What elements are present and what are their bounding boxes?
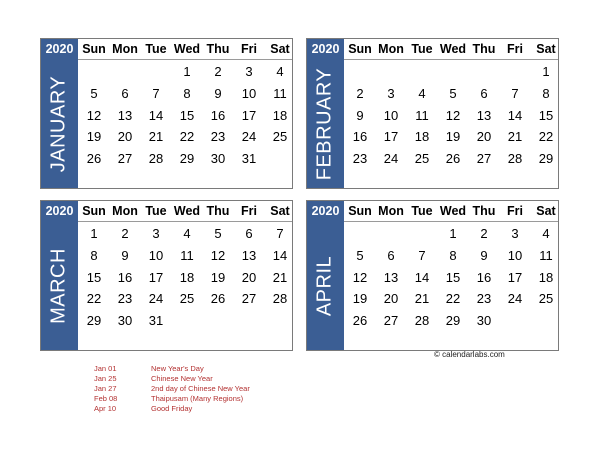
day-cell: 23	[117, 291, 133, 307]
day-cell: 19	[352, 291, 368, 307]
day-cell: 24	[148, 291, 164, 307]
day-cell: 14	[272, 247, 288, 263]
month-january	[40, 38, 293, 189]
month-name: JANUARY	[47, 75, 70, 173]
day-cell: 10	[148, 247, 164, 263]
day-cell: 13	[383, 269, 399, 285]
day-cell: 21	[414, 291, 430, 307]
day-cell: 22	[538, 129, 554, 145]
day-cell: 29	[179, 151, 195, 167]
day-cell: 26	[86, 151, 102, 167]
day-cell: 5	[90, 85, 98, 101]
day-cell: 6	[480, 85, 488, 101]
weekday-sun: Sun	[82, 204, 106, 218]
day-cell: 22	[445, 291, 461, 307]
day-cell: 3	[152, 226, 160, 241]
day-cell: 13	[241, 247, 257, 263]
day-cell: 5	[449, 85, 457, 101]
month-band	[41, 221, 78, 350]
weekday-sun: Sun	[82, 42, 106, 56]
day-cell: 20	[117, 129, 133, 145]
day-cell: 28	[272, 291, 288, 307]
day-cell: 30	[476, 313, 492, 329]
day-cell: 10	[507, 247, 523, 263]
day-cell: 17	[148, 269, 164, 285]
day-cell: 28	[507, 151, 523, 167]
day-cell: 23	[210, 129, 226, 145]
day-cell: 30	[210, 151, 226, 167]
day-cell: 4	[183, 226, 191, 241]
weekday-tue: Tue	[411, 42, 433, 56]
day-cell: 29	[445, 313, 461, 329]
day-cell: 12	[352, 269, 368, 285]
holiday-name: Thaipusam (Many Regions)	[151, 394, 244, 403]
weekday-thu: Thu	[206, 204, 230, 218]
day-cell: 18	[538, 269, 554, 285]
day-cell: 14	[148, 107, 164, 123]
day-cell: 26	[352, 313, 368, 329]
weekday-thu: Thu	[206, 42, 230, 56]
day-cell: 7	[511, 85, 519, 101]
day-cell: 11	[415, 107, 429, 123]
day-cell: 21	[148, 129, 164, 145]
day-cell: 16	[210, 107, 226, 123]
weekday-sat: Sat	[270, 204, 290, 218]
day-cell: 1	[542, 64, 550, 79]
day-cell: 9	[480, 247, 488, 263]
day-cell: 8	[542, 85, 550, 101]
weekday-sat: Sat	[536, 42, 556, 56]
day-cell: 25	[414, 151, 430, 167]
weekday-mon: Mon	[112, 42, 138, 56]
holiday-date: Apr 10	[94, 404, 117, 413]
day-cell: 2	[214, 64, 222, 79]
month-name: APRIL	[313, 255, 336, 317]
year-label: 2020	[307, 39, 344, 59]
day-cell: 11	[180, 247, 194, 263]
weekday-thu: Thu	[472, 204, 496, 218]
month-band	[307, 221, 344, 350]
day-cell: 6	[121, 85, 129, 101]
day-cell: 8	[449, 247, 457, 263]
month-band	[307, 59, 344, 188]
year-label: 2020	[41, 39, 78, 59]
holiday-item	[94, 404, 192, 413]
day-cell: 25	[538, 291, 554, 307]
weekday-sat: Sat	[270, 42, 290, 56]
day-cell: 4	[418, 85, 426, 101]
holiday-item	[94, 364, 204, 373]
day-cell: 18	[179, 269, 195, 285]
day-cell: 15	[445, 269, 461, 285]
day-cell: 18	[414, 129, 430, 145]
weekday-tue: Tue	[145, 204, 167, 218]
weekday-wed: Wed	[173, 204, 201, 218]
day-cell: 14	[507, 107, 523, 123]
weekday-fri: Fri	[241, 42, 257, 56]
day-cell: 31	[241, 151, 257, 167]
day-cell: 17	[507, 269, 523, 285]
day-cell: 29	[86, 313, 102, 329]
day-cell: 2	[480, 226, 488, 241]
weekday-wed: Wed	[439, 204, 467, 218]
day-cell: 9	[214, 85, 222, 101]
weekday-fri: Fri	[507, 42, 523, 56]
day-cell: 17	[241, 107, 257, 123]
day-cell: 19	[210, 269, 226, 285]
month-february	[306, 38, 559, 189]
day-cell: 18	[272, 107, 288, 123]
day-cell: 26	[210, 291, 226, 307]
year-label: 2020	[41, 201, 78, 221]
copyright-credit: © calendarlabs.com	[434, 350, 505, 359]
day-cell: 25	[179, 291, 195, 307]
month-april	[306, 200, 559, 351]
day-cell: 7	[276, 226, 284, 241]
day-cell: 9	[121, 247, 129, 263]
holiday-item	[94, 374, 213, 383]
day-cell: 16	[476, 269, 492, 285]
day-cell: 16	[117, 269, 133, 285]
day-cell: 25	[272, 129, 288, 145]
day-cell: 2	[121, 226, 129, 241]
weekday-wed: Wed	[439, 42, 467, 56]
day-cell: 1	[183, 64, 191, 79]
day-cell: 8	[183, 85, 191, 101]
day-cell: 30	[117, 313, 133, 329]
day-cell: 5	[214, 226, 222, 241]
day-cell: 15	[179, 107, 195, 123]
day-cell: 21	[272, 269, 288, 285]
day-cell: 7	[418, 247, 426, 263]
day-cell: 3	[511, 226, 519, 241]
day-cell: 7	[152, 85, 160, 101]
day-cell: 27	[476, 151, 492, 167]
month-march	[40, 200, 293, 351]
day-cell: 24	[241, 129, 257, 145]
day-cell: 24	[507, 291, 523, 307]
holiday-date: Jan 27	[94, 384, 117, 393]
day-cell: 21	[507, 129, 523, 145]
day-cell: 20	[476, 129, 492, 145]
day-cell: 29	[538, 151, 554, 167]
day-cell: 10	[383, 107, 399, 123]
holiday-item	[94, 384, 250, 393]
day-cell: 27	[383, 313, 399, 329]
day-cell: 28	[148, 151, 164, 167]
day-cell: 19	[445, 129, 461, 145]
day-cell: 27	[117, 151, 133, 167]
day-cell: 8	[90, 247, 98, 263]
day-cell: 6	[387, 247, 395, 263]
day-cell: 9	[356, 107, 364, 123]
day-cell: 19	[86, 129, 102, 145]
holiday-date: Jan 25	[94, 374, 117, 383]
weekday-tue: Tue	[411, 204, 433, 218]
day-cell: 12	[445, 107, 461, 123]
weekday-mon: Mon	[112, 204, 138, 218]
weekday-header	[344, 201, 558, 222]
holiday-name: 2nd day of Chinese New Year	[151, 384, 250, 393]
day-cell: 13	[476, 107, 492, 123]
day-cell: 23	[352, 151, 368, 167]
month-name: MARCH	[47, 248, 70, 324]
day-cell: 11	[273, 85, 287, 101]
weekday-sun: Sun	[348, 204, 372, 218]
day-cell: 24	[383, 151, 399, 167]
day-cell: 17	[383, 129, 399, 145]
weekday-tue: Tue	[145, 42, 167, 56]
day-cell: 15	[86, 269, 102, 285]
day-cell: 3	[387, 85, 395, 101]
weekday-header	[78, 39, 292, 60]
weekday-mon: Mon	[378, 204, 404, 218]
day-cell: 2	[356, 85, 364, 101]
weekday-thu: Thu	[472, 42, 496, 56]
weekday-wed: Wed	[173, 42, 201, 56]
weekday-fri: Fri	[241, 204, 257, 218]
day-cell: 1	[449, 226, 457, 241]
weekday-fri: Fri	[507, 204, 523, 218]
weekday-sun: Sun	[348, 42, 372, 56]
day-cell: 12	[210, 247, 226, 263]
weekday-sat: Sat	[536, 204, 556, 218]
year-label: 2020	[307, 201, 344, 221]
weekday-header	[78, 201, 292, 222]
day-cell: 13	[117, 107, 133, 123]
day-cell: 12	[86, 107, 102, 123]
weekday-mon: Mon	[378, 42, 404, 56]
day-cell: 11	[539, 247, 553, 263]
holiday-name: Chinese New Year	[151, 374, 213, 383]
day-cell: 28	[414, 313, 430, 329]
day-cell: 5	[356, 247, 364, 263]
day-cell: 3	[245, 64, 253, 79]
day-cell: 31	[148, 313, 164, 329]
day-cell: 14	[414, 269, 430, 285]
day-cell: 22	[86, 291, 102, 307]
day-cell: 22	[179, 129, 195, 145]
day-cell: 26	[445, 151, 461, 167]
day-cell: 20	[241, 269, 257, 285]
day-cell: 23	[476, 291, 492, 307]
holiday-date: Feb 08	[94, 394, 118, 403]
weekday-header	[344, 39, 558, 60]
holiday-name: New Year's Day	[151, 364, 204, 373]
holiday-item	[94, 394, 243, 403]
day-cell: 20	[383, 291, 399, 307]
holiday-date: Jan 01	[94, 364, 117, 373]
day-cell: 6	[245, 226, 253, 241]
month-name: FEBRUARY	[313, 67, 336, 181]
day-cell: 1	[90, 226, 98, 241]
day-cell: 27	[241, 291, 257, 307]
day-cell: 16	[352, 129, 368, 145]
day-cell: 15	[538, 107, 554, 123]
day-cell: 10	[241, 85, 257, 101]
month-band	[41, 59, 78, 188]
day-cell: 4	[542, 226, 550, 241]
holiday-name: Good Friday	[151, 404, 193, 413]
day-cell: 4	[276, 64, 284, 79]
